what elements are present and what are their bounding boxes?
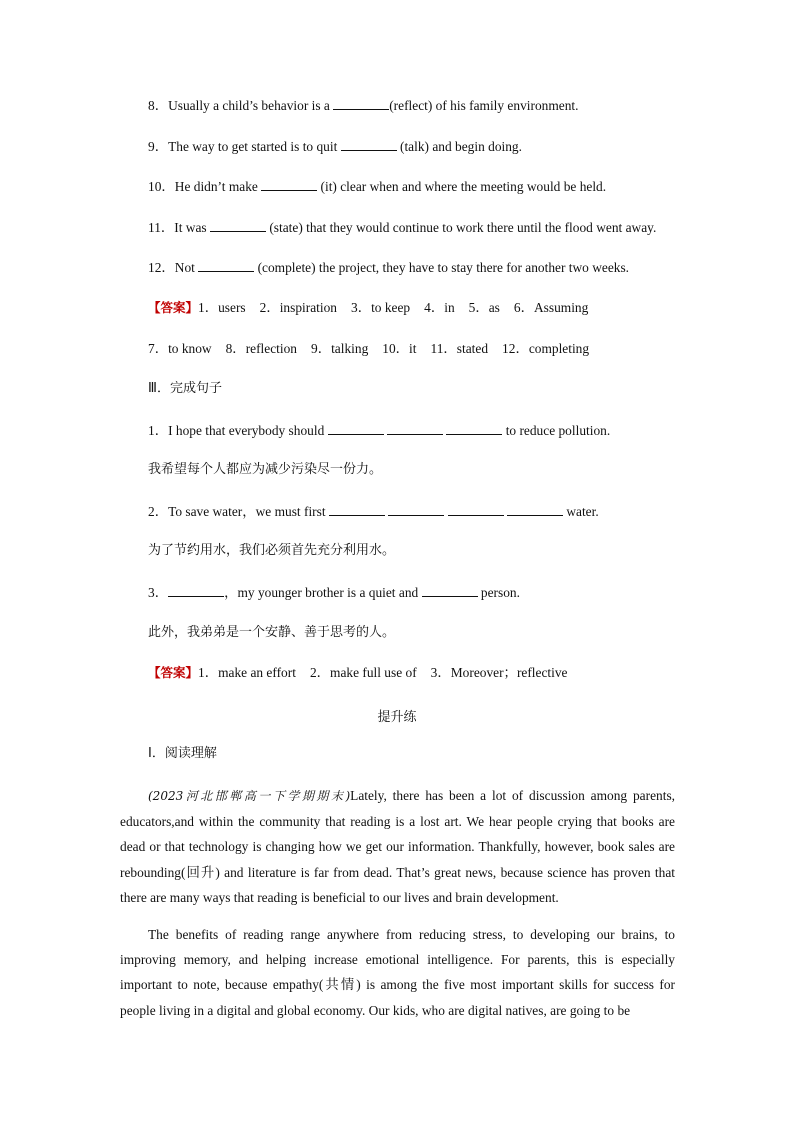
- answer-blank[interactable]: [168, 584, 224, 597]
- sentence-2-text-end: water.: [563, 504, 599, 519]
- reading-title: Ⅰ．阅读理解: [148, 746, 217, 761]
- answer-blank[interactable]: [388, 503, 444, 516]
- question-10-text: 10．He didn’t make: [148, 179, 262, 194]
- answer-blank[interactable]: [387, 422, 443, 435]
- sentence-1: [148, 422, 610, 439]
- answer-item: 2．make full use of: [309, 665, 417, 680]
- passage-paragraph-2: [120, 922, 675, 1023]
- question-9-text-end: (talk) and begin doing.: [396, 139, 522, 154]
- passage-text-1: Lately, there has been a lot of discussion among parents, educators,and within the community that reading is a lost art. We hear people crying that books are dead or that technology is changing how we get our information. Thankfully, however, book sales are rebounding(回升) and literature is far from dead. That’s great news, because science has proven that there are many ways that reading is beneficial to our lives and brain development.: [120, 788, 675, 905]
- answer-item: 8．reflection: [225, 341, 297, 356]
- answer-blank[interactable]: [198, 259, 254, 272]
- question-9-text: 9．The way to get started is to quit: [148, 139, 341, 154]
- question-12-text: 12．Not: [148, 260, 199, 275]
- answer-blank[interactable]: [341, 138, 397, 151]
- passage-source: (2023河北邯郸高一下学期期末): [148, 789, 351, 803]
- answer-item: 1．make an effort: [198, 665, 296, 680]
- sentence-3: [148, 584, 520, 601]
- sentence-3-text-end: person.: [477, 585, 520, 600]
- answer-item: 6．Assuming: [513, 300, 589, 315]
- question-8-text: 8．Usually a child’s behavior is a: [148, 98, 334, 113]
- answer-blank[interactable]: [261, 178, 317, 191]
- sentence-2-chinese: 为了节约用水，我们必须首先充分利用水。: [148, 543, 396, 558]
- sentence-2-text: 2．To save water，we must first: [148, 504, 329, 519]
- question-12: [148, 259, 629, 276]
- answer-item: 3．Moreover；reflective: [430, 665, 568, 680]
- answer-item: 3．to keep: [351, 300, 411, 315]
- answer-blank[interactable]: [446, 422, 502, 435]
- question-9: [148, 138, 522, 155]
- answer-row-2: [148, 341, 589, 357]
- answer-item: 11．stated: [430, 341, 489, 356]
- passage-paragraph-1: [120, 783, 675, 910]
- question-11-text: 11．It was: [148, 220, 210, 235]
- answer-row-3: [148, 665, 568, 681]
- answer-blank[interactable]: [448, 503, 504, 516]
- answer-item: 12．completing: [502, 341, 590, 356]
- sentence-2: [148, 503, 599, 520]
- answer-blank[interactable]: [328, 422, 384, 435]
- sentence-3-chinese: 此外，我弟弟是一个安静、善于思考的人。: [148, 625, 396, 640]
- answer-item: 5．as: [468, 300, 500, 315]
- question-8-text-end: (reflect) of his family environment.: [389, 98, 579, 113]
- answer-item: 2．inspiration: [259, 300, 337, 315]
- sentence-1-text-end: to reduce pollution.: [502, 423, 611, 438]
- sentence-1-text: 1．I hope that everybody should: [148, 423, 328, 438]
- passage-text-2: The benefits of reading range anywhere from reducing stress, to developing our brains, to improving memory, and helping increase emotional intelligence. For parents, this is especially important to note, because empathy(共情) is among the five most important skills for success for people living in a digital and global economy. Our kids, who are digital natives, are going to be: [120, 927, 675, 1018]
- answer-blank[interactable]: [333, 97, 389, 110]
- question-12-text-end: (complete) the project, they have to stay there for another two weeks.: [254, 260, 630, 275]
- answer-item: 1．users: [198, 300, 246, 315]
- answer-item: 10．it: [382, 341, 417, 356]
- answer-label: 【答案】: [148, 300, 199, 315]
- answer-item: 9．talking: [311, 341, 369, 356]
- answer-blank[interactable]: [210, 219, 266, 232]
- answer-row-1: [148, 300, 588, 316]
- question-8: [148, 97, 578, 114]
- question-10: [148, 178, 606, 195]
- section-heading: 提升练: [377, 710, 417, 725]
- answer-item: 7．to know: [148, 341, 212, 356]
- answer-blank[interactable]: [329, 503, 385, 516]
- question-11-text-end: (state) that they would continue to work there until the flood went away.: [265, 220, 657, 235]
- question-11: [148, 219, 656, 236]
- question-10-text-end: (it) clear when and where the meeting would be held.: [317, 179, 607, 194]
- answer-label: 【答案】: [148, 665, 199, 680]
- sentence-1-chinese: 我希望每个人都应为减少污染尽一份力。: [148, 462, 383, 477]
- answer-blank[interactable]: [507, 503, 563, 516]
- answer-blank[interactable]: [422, 584, 478, 597]
- sentence-3-text: 3．: [148, 585, 169, 600]
- answer-item: 4．in: [424, 300, 455, 315]
- sentence-3-text-mid: ，my younger brother is a quiet and: [224, 585, 422, 600]
- section-3-title: Ⅲ．完成句子: [148, 381, 222, 396]
